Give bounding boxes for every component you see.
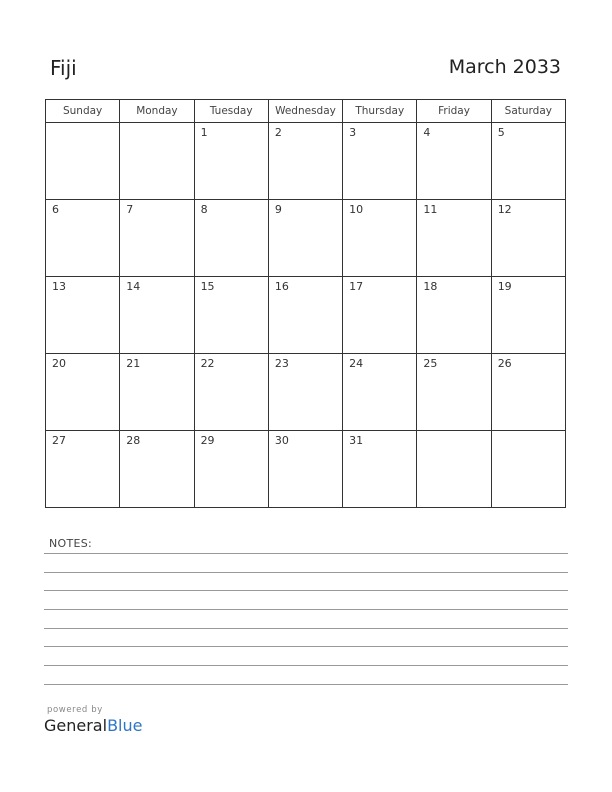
day-cell: [343, 200, 417, 277]
brand-name-blue: Blue: [107, 716, 143, 735]
day-number: 26: [497, 357, 512, 370]
day-cell: [194, 354, 268, 431]
day-cell: [417, 354, 491, 431]
day-cell: [491, 354, 565, 431]
day-cell: [46, 354, 120, 431]
day-number: 13: [52, 280, 66, 293]
weekday-header-row: [46, 100, 566, 123]
day-cell: [343, 277, 417, 354]
day-cell: [46, 200, 120, 277]
day-number: 22: [200, 357, 215, 370]
day-number: [492, 431, 565, 434]
week-row: [46, 123, 566, 200]
day-number: 6: [52, 203, 59, 216]
day-cell: [46, 277, 120, 354]
weekday-header: Thursday: [343, 100, 417, 123]
day-number: [46, 123, 119, 126]
day-cell: [417, 200, 491, 277]
day-number: 23: [274, 357, 289, 370]
day-cell: [194, 200, 268, 277]
day-number: 16: [274, 280, 289, 293]
day-number: 2: [274, 126, 282, 139]
day-cell: [491, 200, 565, 277]
day-number: 11: [423, 203, 438, 216]
brand-name-general: General: [44, 716, 108, 735]
day-number: 9: [274, 203, 282, 216]
day-cell: [120, 200, 194, 277]
day-number: 28: [126, 434, 141, 447]
day-number: 27: [52, 434, 66, 447]
weekday-header: Friday: [417, 100, 491, 123]
week-row: [46, 431, 566, 508]
note-line: [44, 572, 568, 573]
day-number: 15: [200, 280, 215, 293]
day-cell: [120, 354, 194, 431]
notes-label: NOTES:: [49, 537, 93, 550]
day-cell: [268, 123, 342, 200]
day-number: 18: [423, 280, 438, 293]
day-cell: [417, 123, 491, 200]
weekday-header: Tuesday: [194, 100, 268, 123]
note-line: [44, 646, 568, 647]
day-number: 5: [497, 126, 505, 139]
week-row: [46, 354, 566, 431]
day-number: 20: [52, 357, 66, 370]
day-cell: [343, 354, 417, 431]
day-number: 25: [423, 357, 438, 370]
calendar-country: Fiji: [50, 56, 77, 80]
note-line: [44, 553, 568, 554]
week-row: [46, 277, 566, 354]
day-cell: [120, 277, 194, 354]
weekday-header: Saturday: [491, 100, 565, 123]
day-cell: [268, 354, 342, 431]
note-line: [44, 590, 568, 591]
day-number: [120, 123, 193, 126]
day-cell: [194, 123, 268, 200]
day-number: [417, 431, 490, 434]
day-cell: [343, 123, 417, 200]
weekday-header: Sunday: [46, 100, 120, 123]
day-number: 29: [200, 434, 215, 447]
calendar-grid: [45, 99, 566, 508]
day-cell: [491, 277, 565, 354]
day-cell: [268, 277, 342, 354]
day-cell: [343, 431, 417, 508]
day-cell: [120, 431, 194, 508]
day-number: 4: [423, 126, 431, 139]
week-row: [46, 200, 566, 277]
note-line: [44, 665, 568, 666]
day-number: 21: [126, 357, 141, 370]
day-number: 10: [349, 203, 364, 216]
note-line: [44, 684, 568, 685]
note-line: [44, 628, 568, 629]
day-cell: [46, 431, 120, 508]
weekday-header: Monday: [120, 100, 194, 123]
calendar-month-year: March 2033: [448, 56, 561, 78]
day-cell: [194, 277, 268, 354]
day-number: 17: [349, 280, 364, 293]
day-cell: [417, 431, 491, 508]
brand-logo: [44, 705, 142, 735]
day-number: 30: [274, 434, 289, 447]
day-cell: [268, 200, 342, 277]
powered-by-text: powered by: [47, 705, 103, 715]
day-cell: [120, 123, 194, 200]
day-cell: [268, 431, 342, 508]
day-number: 19: [497, 280, 512, 293]
day-number: 7: [126, 203, 134, 216]
day-cell: [417, 277, 491, 354]
note-line: [44, 609, 568, 610]
weekday-header: Wednesday: [268, 100, 342, 123]
day-number: 14: [126, 280, 141, 293]
day-cell: [491, 431, 565, 508]
day-number: 24: [349, 357, 364, 370]
day-number: 1: [200, 126, 208, 139]
day-number: 3: [349, 126, 357, 139]
day-cell: [491, 123, 565, 200]
day-cell: [194, 431, 268, 508]
day-number: 31: [349, 434, 364, 447]
day-number: 8: [200, 203, 208, 216]
day-cell: [46, 123, 120, 200]
brand-name: [44, 716, 142, 735]
day-number: 12: [497, 203, 512, 216]
